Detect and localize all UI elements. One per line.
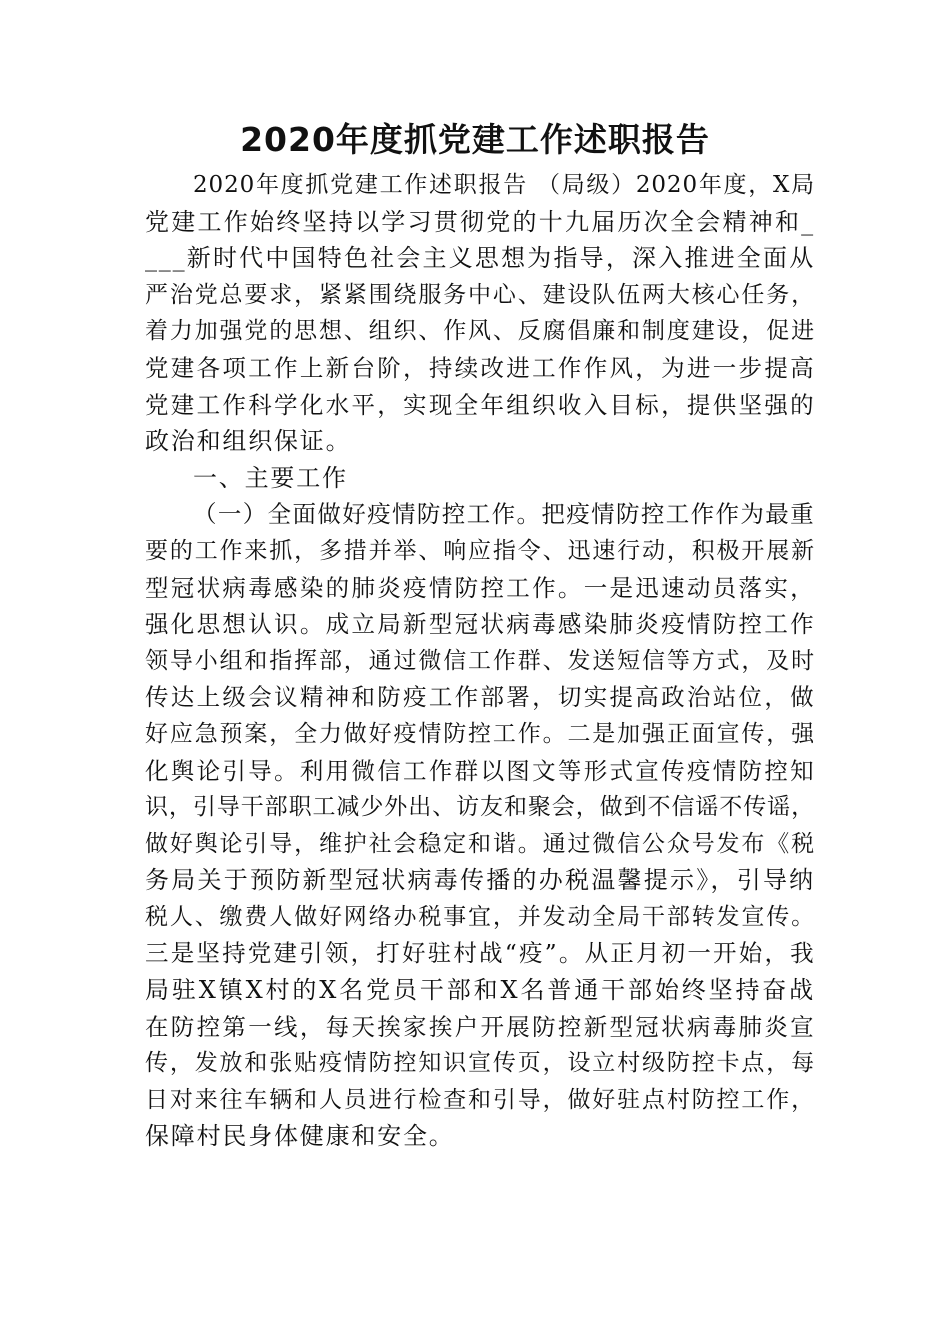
section-heading: 一、主要工作 xyxy=(193,463,348,492)
paragraph-line: 在防控第一线，每天挨家挨户开展防控新型冠状病毒肺炎宣 xyxy=(145,1012,815,1041)
paragraph-line: 严治党总要求，紧紧围绕服务中心、建设队伍两大核心任务， xyxy=(145,281,815,308)
paragraph-line: 要的工作来抓，多措并举、响应指令、迅速行动，积极开展新 xyxy=(145,537,815,564)
paragraph-line: ___新时代中国特色社会主义思想为指导，深入推进全面从 xyxy=(145,244,815,273)
paragraph-line: 做好舆论引导，维护社会稳定和谐。通过微信公众号发布《税 xyxy=(145,830,815,857)
paragraph-line: 好应急预案，全力做好疫情防控工作。二是加强正面宣传，强 xyxy=(145,720,815,747)
document-body xyxy=(145,167,815,1155)
paragraph-line: 2020年度抓党建工作述职报告 （局级）2020年度，X局 xyxy=(193,172,815,198)
paragraph-line: 化舆论引导。利用微信工作群以图文等形式宣传疫情防控知 xyxy=(145,756,815,785)
paragraph-line: 三是坚持党建引领，打好驻村战“疫”。从正月初一开始，我 xyxy=(145,939,815,968)
paragraph-line: 型冠状病毒感染的肺炎疫情防控工作。一是迅速动员落实， xyxy=(145,573,815,602)
paragraph-line: 传达上级会议精神和防疫工作部署，切实提高政治站位，做 xyxy=(145,683,815,712)
paragraph-line: 着力加强党的思想、组织、作风、反腐倡廉和制度建设，促进 xyxy=(145,318,815,345)
paragraph-line: 日对来往车辆和人员进行检查和引导，做好驻点村防控工作， xyxy=(145,1086,815,1113)
paragraph-line: 务局关于预防新型冠状病毒传播的办税温馨提示》，引导纳 xyxy=(145,866,815,895)
paragraph-line: 党建工作科学化水平，实现全年组织收入目标，提供坚强的 xyxy=(145,390,815,419)
paragraph-line: 局驻X镇X村的X名党员干部和X名普通干部始终坚持奋战 xyxy=(145,976,815,1005)
paragraph-line: 识，引导干部职工减少外出、访友和聚会，做到不信谣不传谣， xyxy=(145,794,815,821)
paragraph-line: 党建工作始终坚持以学习贯彻党的十九届历次全会精神和_ xyxy=(145,207,815,236)
document-title: 2020年度抓党建工作述职报告 xyxy=(240,120,710,159)
paragraph-line: 党建各项工作上新台阶，持续改进工作作风，为进一步提高 xyxy=(145,353,815,382)
paragraph-line: 政治和组织保证。 xyxy=(145,427,352,456)
paragraph-line: （一）全面做好疫情防控工作。把疫情防控工作作为最重 xyxy=(193,500,815,529)
paragraph-line: 强化思想认识。成立局新型冠状病毒感染肺炎疫情防控工作 xyxy=(145,610,815,639)
paragraph-line: 领导小组和指挥部，通过微信工作群、发送短信等方式，及时 xyxy=(145,647,815,674)
paragraph-line: 税人、缴费人做好网络办税事宜，并发动全局干部转发宣传。 xyxy=(145,903,815,930)
paragraph-line: 保障村民身体健康和安全。 xyxy=(145,1122,455,1151)
paragraph-line: 传，发放和张贴疫情防控知识宣传页，设立村级防控卡点，每 xyxy=(145,1050,815,1077)
